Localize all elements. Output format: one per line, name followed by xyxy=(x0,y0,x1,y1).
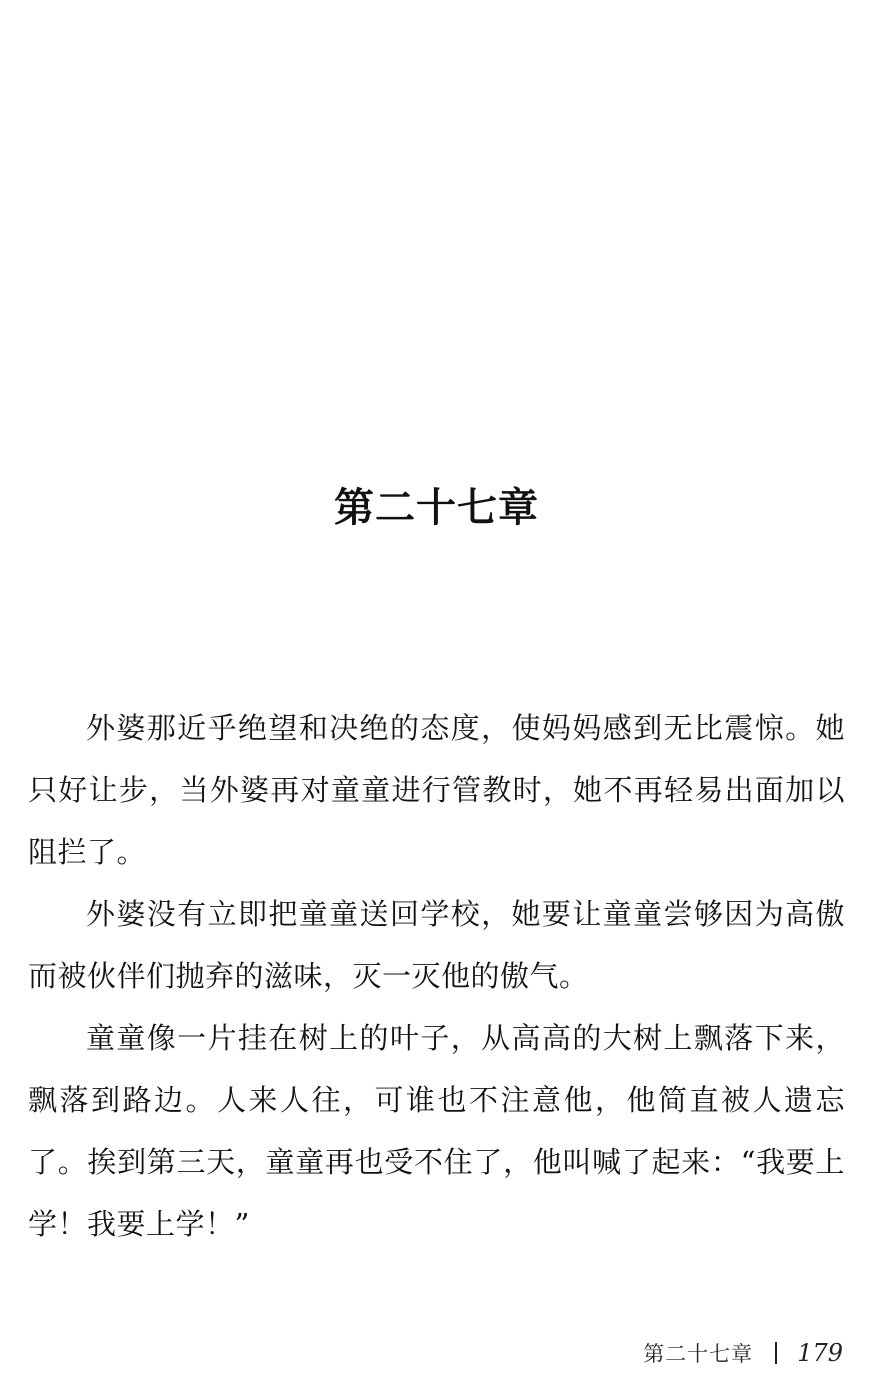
page-number: 179 xyxy=(797,1339,843,1367)
paragraph-1: 外婆那近乎绝望和决绝的态度，使妈妈感到无比震惊。她只好让步，当外婆再对童童进行管教时，她不再轻易出面加以阻拦了。 xyxy=(28,711,845,869)
footer-divider xyxy=(775,1342,777,1364)
paragraph-2: 外婆没有立即把童童送回学校，她要让童童尝够因为高傲而被伙伴们抛弃的滋味，灭一灭他的傲气。 xyxy=(28,897,845,993)
body-text xyxy=(28,697,845,1255)
running-header: 第二十七章 xyxy=(643,1342,754,1366)
paragraph-3: 童童像一片挂在树上的叶子，从高高的大树上飘落下来，飘落到路边。人来人往，可谁也不注意他，他简直被人遗忘了。挨到第三天，童童再也受不住了，他叫喊了起来：“我要上学！我要上学！” xyxy=(28,1021,845,1241)
page-footer xyxy=(643,1335,843,1371)
chapter-title: 第二十七章 xyxy=(334,485,539,531)
